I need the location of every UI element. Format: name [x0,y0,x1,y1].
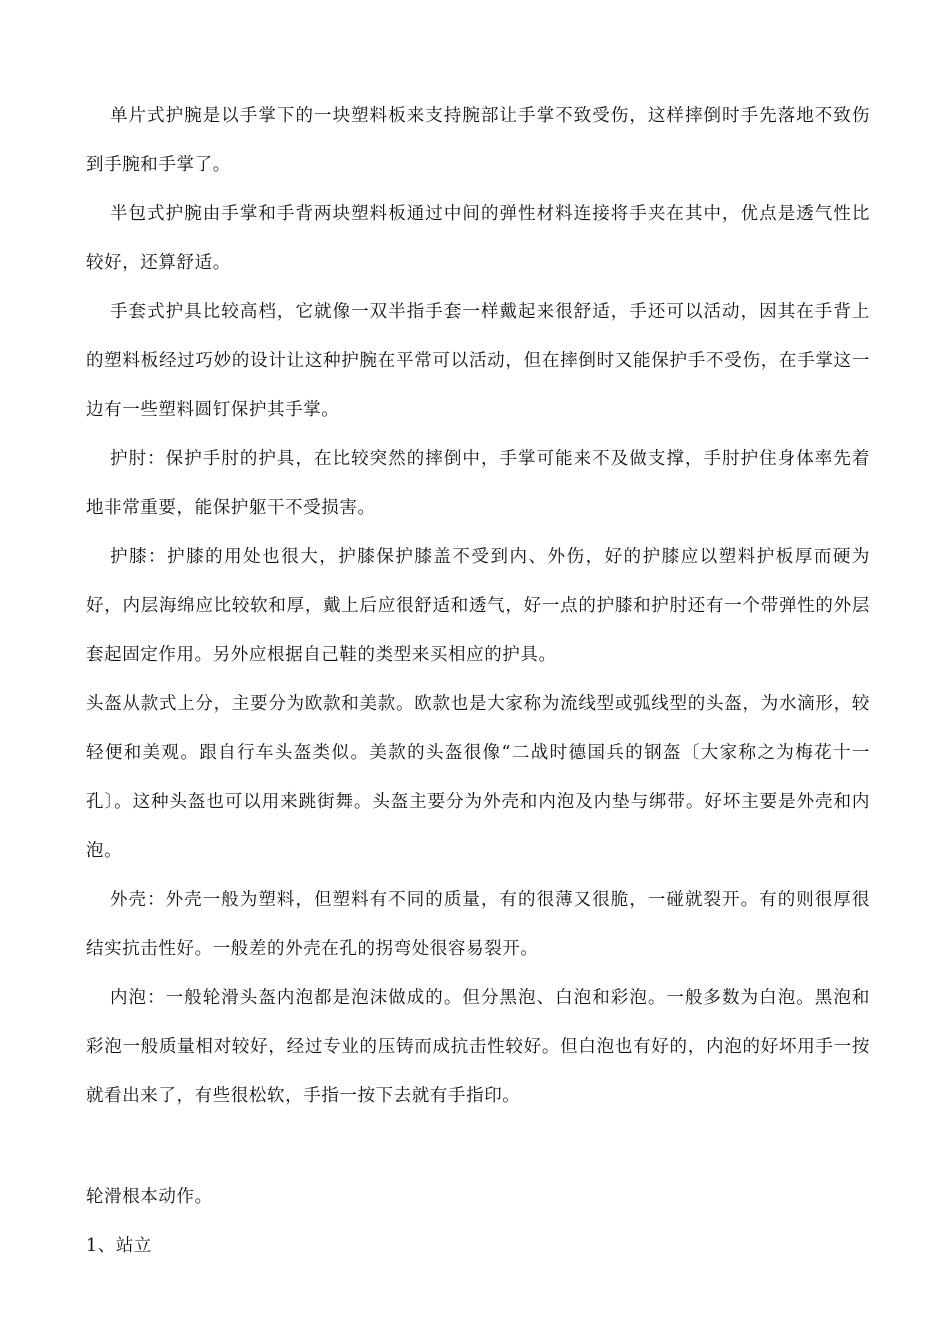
paragraph-glove-wrist-guard: 手套式护具比较高档，它就像一双半指手套一样戴起来很舒适，手还可以活动，因其在手背上的塑料板经过巧妙的设计让这种护腕在平常可以活动，但在摔倒时又能保护手不受伤，在手掌这一边有一些塑料圆钉保护其手掌。 [86,302,870,420]
paragraph-half-wrap-wrist-guard: 半包式护腕由手掌和手背两块塑料板通过中间的弹性材料连接将手夹在其中，优点是透气性比较好，还算舒适。 [86,204,870,273]
section-heading: 轮滑根本动作。 [86,1187,213,1207]
paragraph-elbow-guard: 护肘：保护手肘的护具，在比较突然的摔倒中，手掌可能来不及做支撑，手肘护住身体率先着地非常重要，能保护躯干不受损害。 [86,449,870,518]
paragraph-helmet-liner: 内泡：一般轮滑头盔内泡都是泡沫做成的。但分黑泡、白泡和彩泡。一般多数为白泡。黑泡和彩泡一般质量相对较好，经过专业的压铸而成抗击性较好。但白泡也有好的，内泡的好坏用手一按就看出来了，有些很松软，手指一按下去就有手指印。 [86,988,870,1106]
paragraph-helmet-shell: 外壳：外壳一般为塑料，但塑料有不同的质量，有的很薄又很脆，一碰就裂开。有的则很厚很结实抗击性好。一般差的外壳在孔的拐弯处很容易裂开。 [86,890,870,959]
list-item-standing: 1、站立 [86,1236,153,1256]
paragraph-knee-guard: 护膝：护膝的用处也很大，护膝保护膝盖不受到内、外伤，好的护膝应以塑料护板厚而硬为好，内层海绵应比较软和厚，戴上后应很舒适和透气，好一点的护膝和护肘还有一个带弹性的外层套起固定作用。另外应根据自己鞋的类型来买相应的护具。 [86,547,870,665]
document-body [86,92,870,1271]
paragraph-single-wrist-guard: 单片式护腕是以手掌下的一块塑料板来支持腕部让手掌不致受伤，这样摔倒时手先落地不致伤到手腕和手掌了。 [86,106,870,175]
blank-line [86,1121,870,1173]
paragraph-helmet: 头盔从款式上分，主要分为欧款和美款。欧款也是大家称为流线型或弧线型的头盔，为水滴形，较轻便和美观。跟自行车头盔类似。美款的头盔很像“二战时德国兵的钢盔〔大家称之为梅花十一孔〕。这种头盔也可以用来跳街舞。头盔主要分为外壳和内泡及内垫与绑带。好坏主要是外壳和内泡。 [86,694,870,861]
